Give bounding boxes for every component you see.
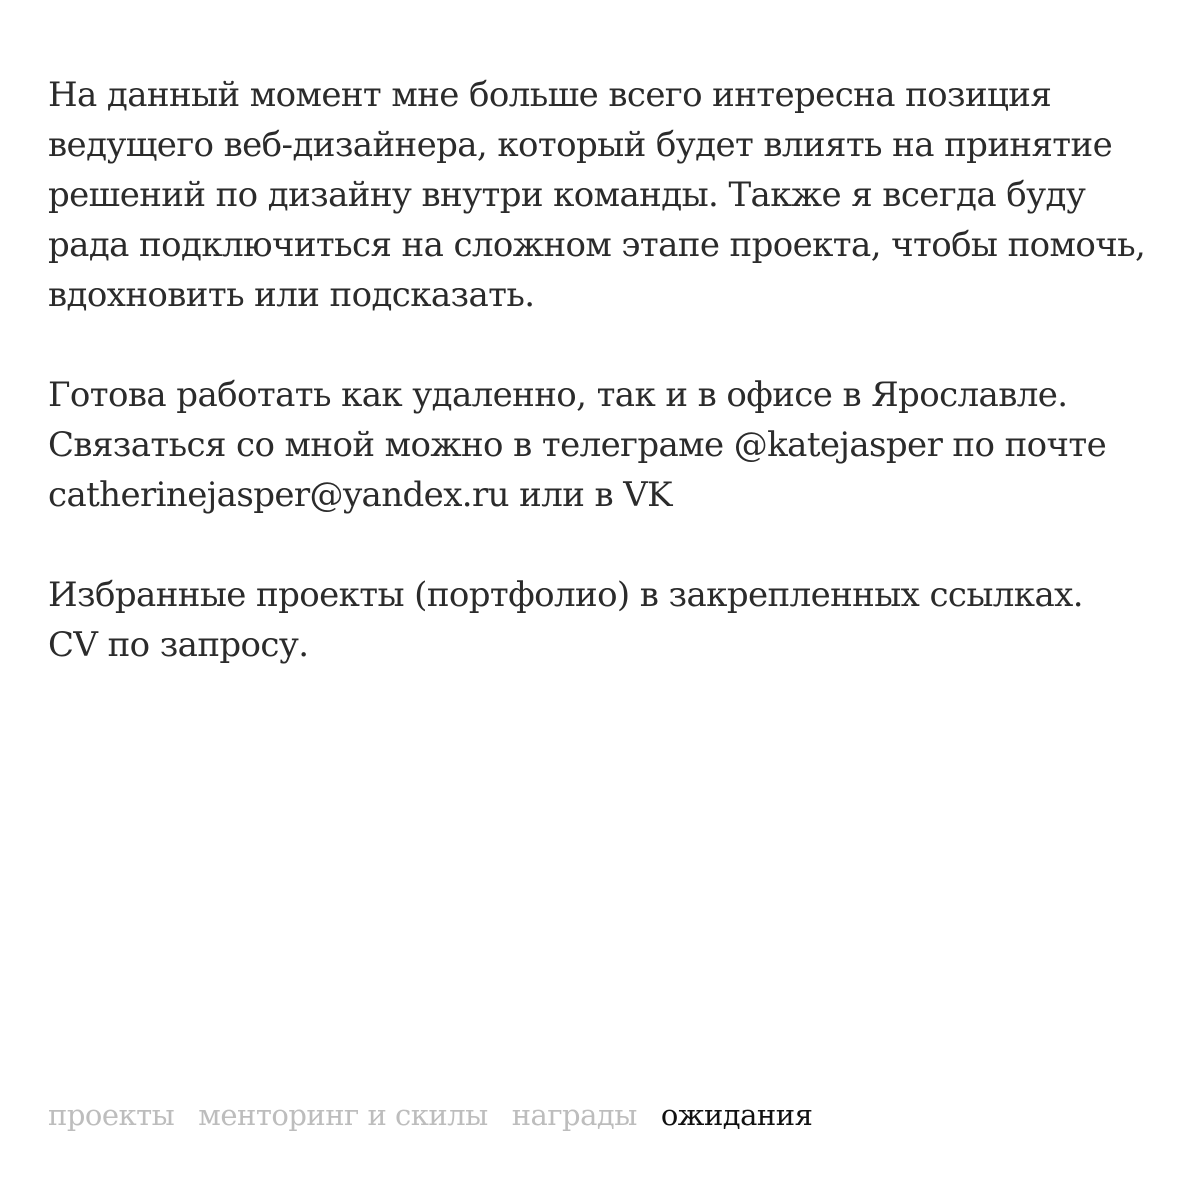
text-line: рада подключиться на сложном этапе проекта, чтобы помочь, [48, 225, 1146, 265]
nav-item-projects[interactable]: проекты [48, 1098, 175, 1132]
text-line: Готова работать как удаленно, так и в офисе в Ярославле. [48, 375, 1068, 415]
text-line: На данный момент мне больше всего интересна позиция [48, 75, 1052, 115]
main-content [48, 70, 1158, 720]
paragraph-position [48, 70, 1158, 320]
text-line: catherinejasper@yandex.ru или в VK [48, 475, 672, 515]
paragraph-portfolio [48, 570, 1158, 670]
text-line: CV по запросу. [48, 625, 309, 665]
paragraph-contacts [48, 370, 1158, 520]
text-line: решений по дизайну внутри команды. Также я всегда буду [48, 175, 1086, 215]
nav-item-mentoring-skills[interactable]: менторинг и скилы [198, 1098, 488, 1132]
text-line: вдохновить или подсказать. [48, 275, 535, 315]
nav-item-expectations[interactable]: ожидания [660, 1098, 813, 1132]
text-line: ведущего веб-дизайнера, который будет влиять на принятие [48, 125, 1113, 165]
bottom-nav [48, 1092, 812, 1138]
text-line: Связаться со мной можно в телеграме @katejasper по почте [48, 425, 1107, 465]
nav-item-awards[interactable]: награды [511, 1098, 637, 1132]
text-line: Избранные проекты (портфолио) в закрепленных ссылках. [48, 575, 1083, 615]
